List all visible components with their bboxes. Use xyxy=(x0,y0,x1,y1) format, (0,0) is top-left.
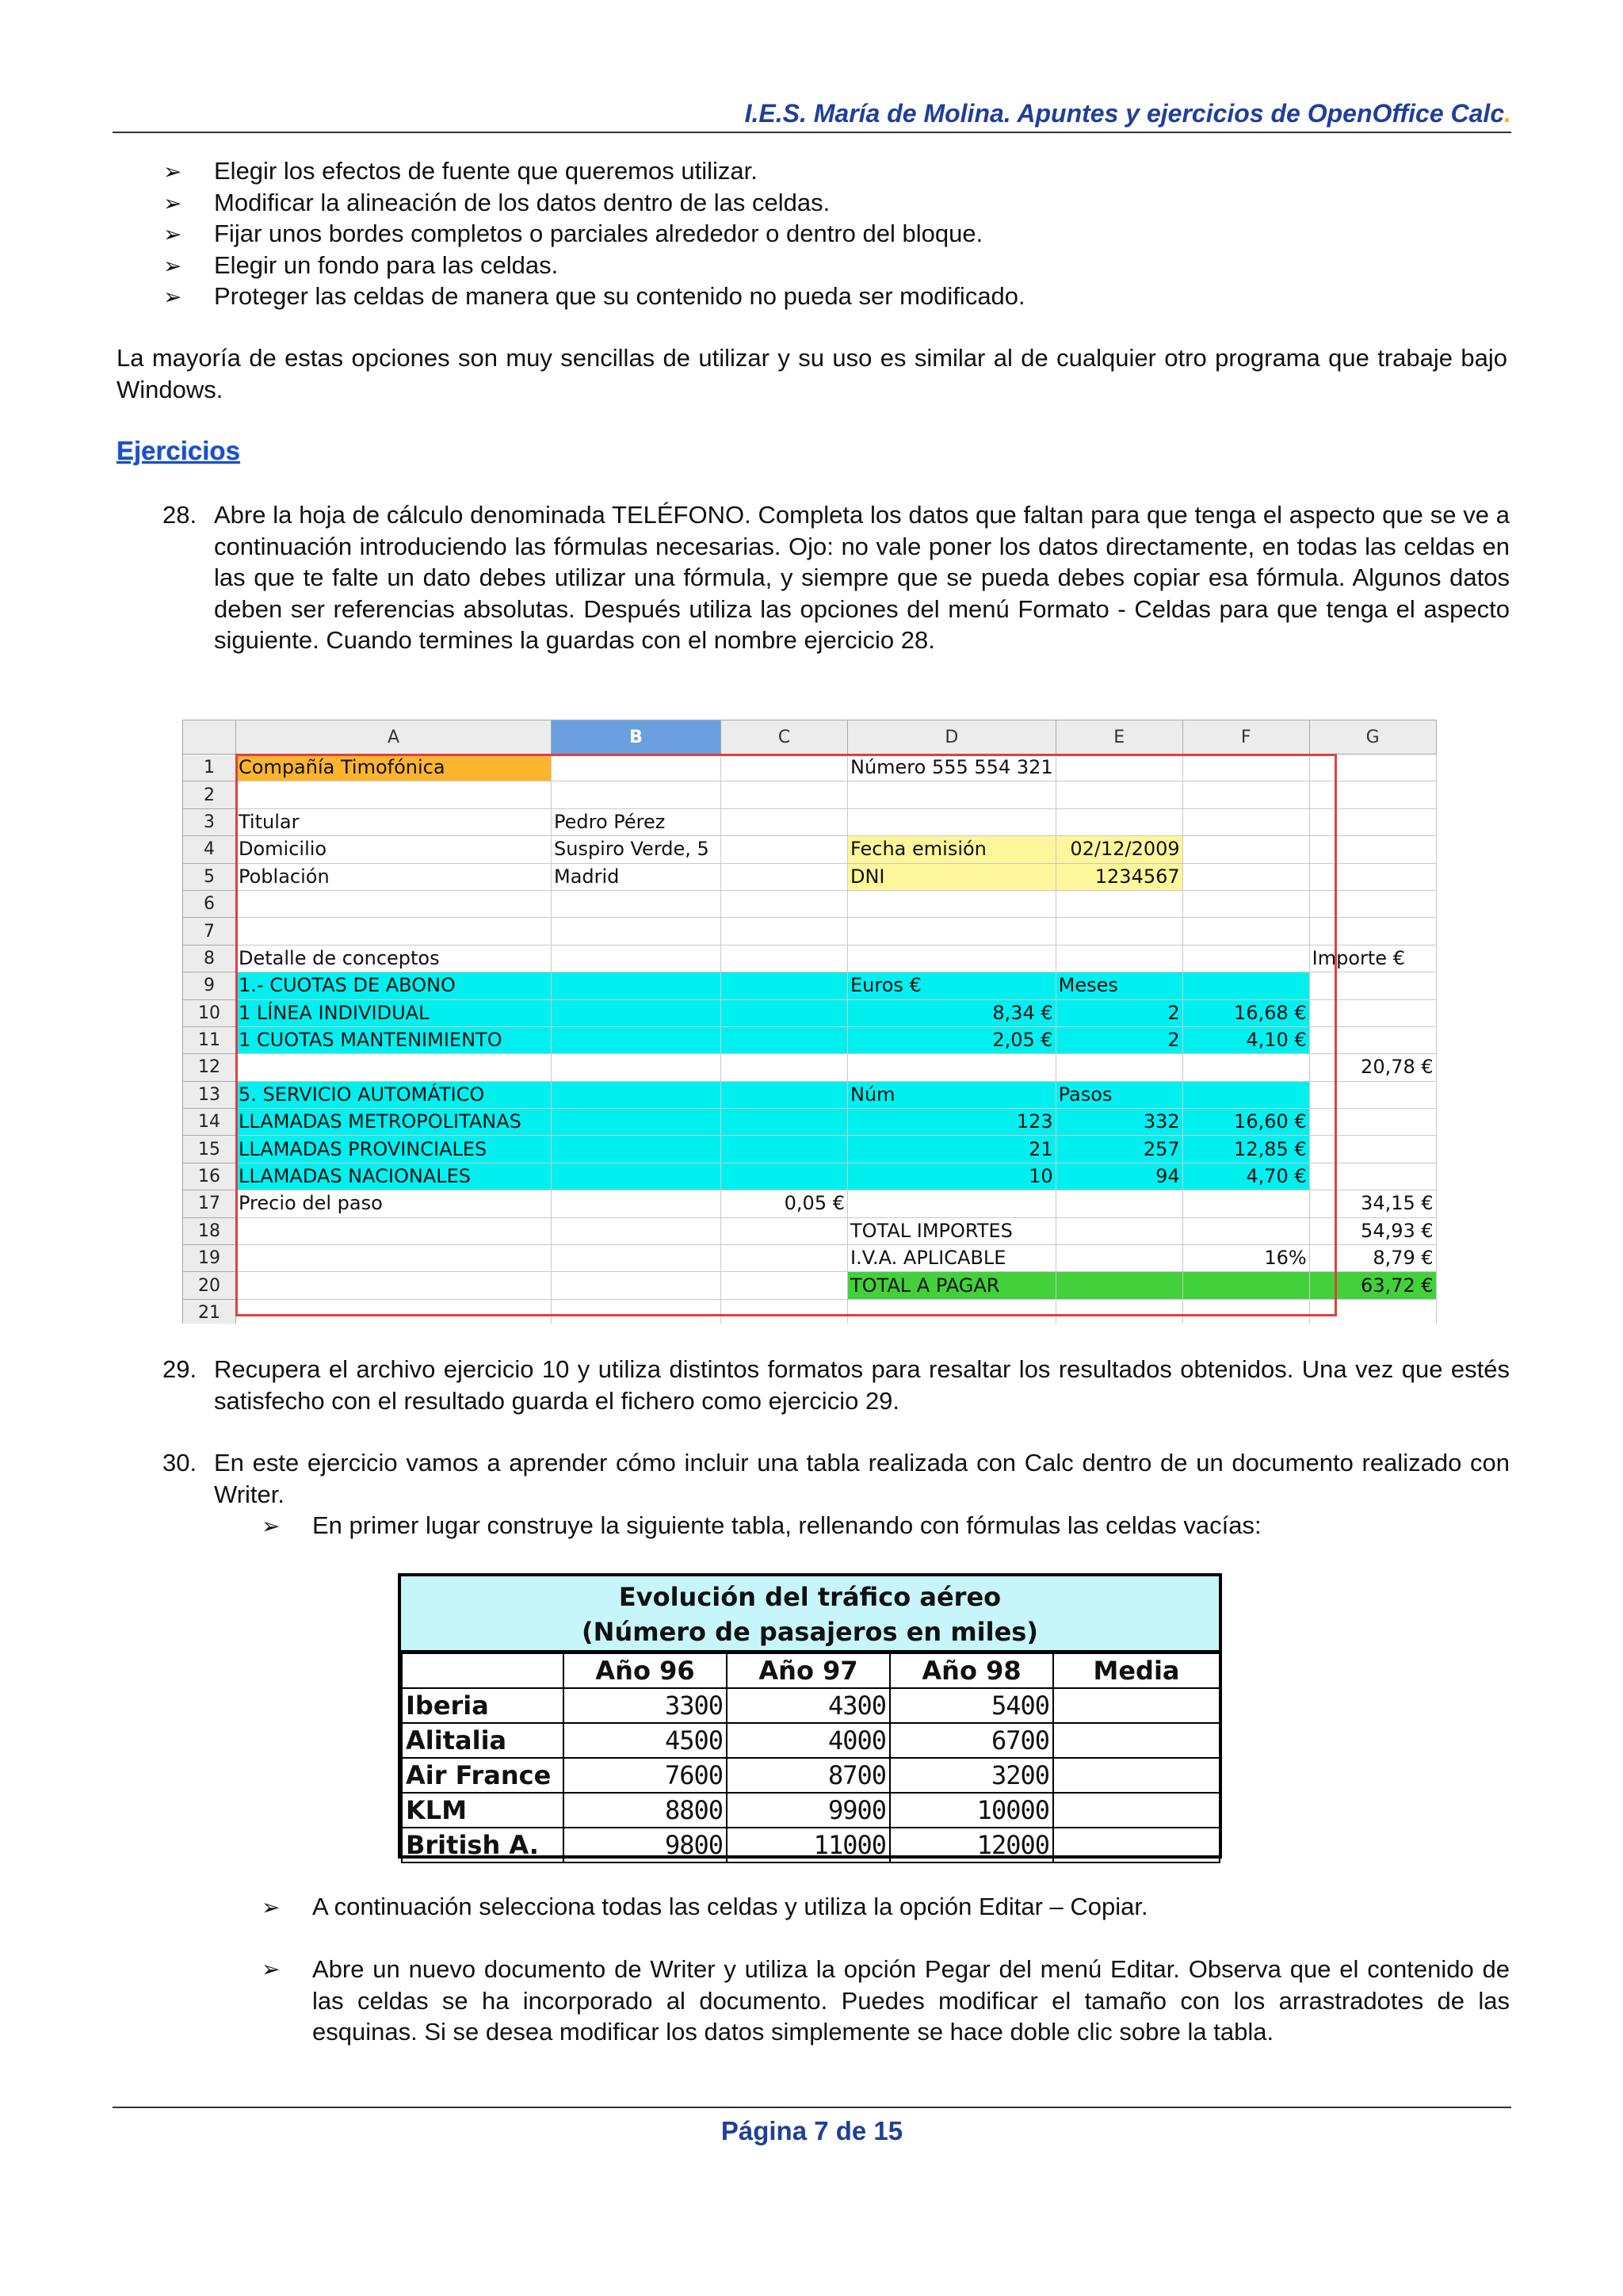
cell-b13[interactable] xyxy=(552,1081,721,1108)
cell-e15[interactable]: 257 xyxy=(1056,1136,1182,1163)
passenger-value: 9900 xyxy=(727,1793,890,1828)
cell-d9[interactable]: Euros € xyxy=(848,972,1056,999)
arrow-bullet-icon: ➢ xyxy=(262,1514,281,1538)
table-row xyxy=(183,755,1437,781)
cell-e18[interactable] xyxy=(1056,1217,1182,1244)
cell-f15[interactable]: 12,85 € xyxy=(1182,1136,1309,1163)
column-header-f[interactable]: F xyxy=(1182,720,1309,755)
cell-c6[interactable] xyxy=(721,890,848,917)
row-header[interactable]: 15 xyxy=(183,1136,236,1163)
cell-d7[interactable] xyxy=(848,918,1056,945)
column-header-a[interactable]: A xyxy=(236,720,552,755)
table-header-row xyxy=(402,1653,1220,1688)
cell-d10[interactable]: 8,34 € xyxy=(848,999,1056,1026)
cell-g16[interactable] xyxy=(1309,1163,1436,1190)
top-bullet-list xyxy=(163,155,1510,312)
cell-d17[interactable] xyxy=(848,1190,1056,1217)
row-header[interactable]: 21 xyxy=(183,1299,236,1324)
header-cell-empty xyxy=(402,1653,563,1688)
cell-b21[interactable] xyxy=(552,1299,721,1324)
table-title-line-2: (Número de pasajeros en miles) xyxy=(582,1617,1038,1647)
cell-a10[interactable]: 1 LÍNEA INDIVIDUAL xyxy=(236,999,552,1026)
cell-d8[interactable] xyxy=(848,945,1056,972)
cell-b18[interactable] xyxy=(552,1217,721,1244)
table-row xyxy=(183,918,1437,945)
passenger-value: 3200 xyxy=(890,1758,1053,1793)
cell-g19[interactable]: 8,79 € xyxy=(1309,1245,1436,1272)
table-row xyxy=(183,1190,1437,1217)
table-row xyxy=(183,1217,1437,1244)
passenger-value: 4500 xyxy=(563,1723,727,1758)
passenger-value: 11000 xyxy=(727,1828,890,1862)
arrow-bullet-icon: ➢ xyxy=(163,285,182,309)
cell-f6[interactable] xyxy=(1182,890,1309,917)
exercise-text: Abre la hoja de cálculo denominada TELÉFONO. Completa los datos que faltan para que tenga el aspecto que se ve a continuación introduciendo las fórmulas necesarias. Ojo: no vale poner los datos directamente, en todas las celdas en las que te falte un dato debes utilizar una fórmula, y siempre que se pueda debes copiar esa fórmula. Algunos datos deben ser referencias absolutas. Después utiliza las opciones del menú Formato - Celdas para que tenga el aspecto siguiente. Cuando termines la guardas con el nombre ejercicio 28. xyxy=(214,501,1510,654)
exercise-number: 28. xyxy=(162,501,197,529)
list-item xyxy=(163,281,1510,312)
row-header[interactable]: 18 xyxy=(183,1217,236,1244)
spreadsheet-screenshot xyxy=(182,720,1441,1324)
row-header[interactable]: 7 xyxy=(183,918,236,945)
cell-e1[interactable] xyxy=(1056,755,1182,781)
cell-c15[interactable] xyxy=(721,1136,848,1163)
cell-d15[interactable]: 21 xyxy=(848,1136,1056,1163)
cell-e8[interactable] xyxy=(1056,945,1182,972)
cell-c18[interactable] xyxy=(721,1217,848,1244)
media-value xyxy=(1053,1758,1220,1793)
list-item xyxy=(163,187,1510,219)
cell-e5[interactable]: 1234567 xyxy=(1056,863,1182,890)
list-item-text: Abre un nuevo documento de Writer y utiliza la opción Pegar del menú Editar. Observa que el contenido de las celdas se ha incorporado al documento. Puedes modificar el tamaño con los arrastradotes de las esquinas. Si se desea modificar los datos simplemente se hace doble clic sobre la tabla. xyxy=(312,1955,1510,2046)
cell-f21[interactable] xyxy=(1182,1299,1309,1324)
cell-b6[interactable] xyxy=(552,890,721,917)
section-title-ejercicios[interactable]: Ejercicios xyxy=(116,436,240,465)
sub-bullet-paste xyxy=(262,1954,1510,2048)
arrow-bullet-icon: ➢ xyxy=(163,222,182,246)
passenger-value: 4000 xyxy=(727,1723,890,1758)
cell-a3[interactable]: Titular xyxy=(236,808,552,835)
cell-f14[interactable]: 16,60 € xyxy=(1182,1109,1309,1136)
cell-b8[interactable] xyxy=(552,945,721,972)
arrow-bullet-icon: ➢ xyxy=(163,253,182,278)
cell-f19[interactable]: 16% xyxy=(1182,1245,1309,1272)
cell-g4[interactable] xyxy=(1309,836,1436,863)
row-header[interactable]: 6 xyxy=(183,890,236,917)
column-header-b[interactable]: B xyxy=(552,720,721,755)
cell-a15[interactable]: LLAMADAS PROVINCIALES xyxy=(236,1136,552,1163)
cell-a6[interactable] xyxy=(236,890,552,917)
cell-d2[interactable] xyxy=(848,781,1056,808)
header-cell-ano96: Año 96 xyxy=(563,1653,727,1688)
list-item-text: En primer lugar construye la siguiente tabla, rellenando con fórmulas las celdas vacías: xyxy=(312,1511,1262,1539)
column-header-row xyxy=(183,720,1437,755)
cell-c9[interactable] xyxy=(721,972,848,999)
cell-d1[interactable]: Número 555 554 321 xyxy=(848,755,1056,781)
cell-e9[interactable]: Meses xyxy=(1056,972,1182,999)
cell-b7[interactable] xyxy=(552,918,721,945)
exercise-28 xyxy=(162,499,1510,656)
cell-a2[interactable] xyxy=(236,781,552,808)
cell-c1[interactable] xyxy=(721,755,848,781)
cell-e7[interactable] xyxy=(1056,918,1182,945)
exercise-30 xyxy=(162,1447,1510,1510)
cell-b1[interactable] xyxy=(552,755,721,781)
arrow-bullet-icon: ➢ xyxy=(163,190,182,216)
cell-e6[interactable] xyxy=(1056,890,1182,917)
cell-g3[interactable] xyxy=(1309,808,1436,835)
cell-e3[interactable] xyxy=(1056,808,1182,835)
table-row xyxy=(183,1109,1437,1136)
cell-c16[interactable] xyxy=(721,1163,848,1190)
cell-g6[interactable] xyxy=(1309,890,1436,917)
cell-f10[interactable]: 16,68 € xyxy=(1182,999,1309,1026)
cell-c21[interactable] xyxy=(721,1299,848,1324)
cell-c8[interactable] xyxy=(721,945,848,972)
cell-g1[interactable] xyxy=(1309,755,1436,781)
passenger-value: 7600 xyxy=(563,1758,727,1793)
intro-paragraph: La mayoría de estas opciones son muy sencillas de utilizar y su uso es similar al de cualquier otro programa que trabaje bajo Windows. xyxy=(116,344,1507,403)
cell-c17[interactable]: 0,05 € xyxy=(721,1190,848,1217)
cell-f2[interactable] xyxy=(1182,781,1309,808)
cell-e2[interactable] xyxy=(1056,781,1182,808)
cell-f8[interactable] xyxy=(1182,945,1309,972)
cell-a14[interactable]: LLAMADAS METROPOLITANAS xyxy=(236,1109,552,1136)
table-title xyxy=(401,1576,1219,1652)
header-cell-media: Media xyxy=(1053,1653,1220,1688)
cell-b5[interactable]: Madrid xyxy=(552,863,721,890)
cell-e12[interactable] xyxy=(1056,1054,1182,1081)
cell-a4[interactable]: Domicilio xyxy=(236,836,552,863)
header-cell-ano98: Año 98 xyxy=(890,1653,1053,1688)
column-header-g[interactable]: G xyxy=(1309,720,1436,755)
row-header[interactable]: 10 xyxy=(183,999,236,1026)
list-item-text: Modificar la alineación de los datos dentro de las celdas. xyxy=(214,188,831,216)
row-header[interactable]: 4 xyxy=(183,836,236,863)
row-header[interactable]: 20 xyxy=(183,1272,236,1299)
table-row xyxy=(183,781,1437,808)
cell-f11[interactable]: 4,10 € xyxy=(1182,1026,1309,1053)
cell-e19[interactable] xyxy=(1056,1245,1182,1272)
cell-a7[interactable] xyxy=(236,918,552,945)
cell-a17[interactable]: Precio del paso xyxy=(236,1190,552,1217)
cell-g13[interactable] xyxy=(1309,1081,1436,1108)
column-header-d[interactable]: D xyxy=(848,720,1056,755)
cell-c19[interactable] xyxy=(721,1245,848,1272)
airline-name: British A. xyxy=(402,1828,563,1862)
cell-d16[interactable]: 10 xyxy=(848,1163,1056,1190)
table-row xyxy=(402,1723,1220,1758)
table-row xyxy=(402,1793,1220,1828)
exercise-text: Recupera el archivo ejercicio 10 y utiliza distintos formatos para resaltar los resultados obtenidos. Una vez que estés satisfecho con el resultado guarda el fichero como ejercicio 29. xyxy=(214,1355,1510,1415)
cell-a19[interactable] xyxy=(236,1245,552,1272)
column-header-c[interactable]: C xyxy=(721,720,848,755)
row-header[interactable]: 16 xyxy=(183,1163,236,1190)
cell-c13[interactable] xyxy=(721,1081,848,1108)
table-row xyxy=(183,1054,1437,1081)
cell-b10[interactable] xyxy=(552,999,721,1026)
cell-e16[interactable]: 94 xyxy=(1056,1163,1182,1190)
cell-d13[interactable]: Núm xyxy=(848,1081,1056,1108)
table-row xyxy=(183,999,1437,1026)
table-row xyxy=(183,945,1437,972)
corner-cell[interactable] xyxy=(183,720,236,755)
cell-f17[interactable] xyxy=(1182,1190,1309,1217)
header-dot: . xyxy=(1504,99,1511,128)
cell-b19[interactable] xyxy=(552,1245,721,1272)
cell-d19[interactable]: I.V.A. APLICABLE xyxy=(848,1245,1056,1272)
sub-bullet-copy xyxy=(262,1891,1510,1923)
cell-f1[interactable] xyxy=(1182,755,1309,781)
cell-b11[interactable] xyxy=(552,1026,721,1053)
cell-e11[interactable]: 2 xyxy=(1056,1026,1182,1053)
passenger-value: 8800 xyxy=(563,1793,727,1828)
cell-g11[interactable] xyxy=(1309,1026,1436,1053)
passenger-value: 12000 xyxy=(890,1828,1053,1862)
table-row xyxy=(183,1136,1437,1163)
cell-a9[interactable]: 1.- CUOTAS DE ABONO xyxy=(236,972,552,999)
passenger-value: 8700 xyxy=(727,1758,890,1793)
cell-g15[interactable] xyxy=(1309,1136,1436,1163)
cell-c7[interactable] xyxy=(721,918,848,945)
media-value xyxy=(1053,1723,1220,1758)
cell-e14[interactable]: 332 xyxy=(1056,1109,1182,1136)
list-item-text: Elegir los efectos de fuente que queremos utilizar. xyxy=(214,157,758,185)
passenger-value: 4300 xyxy=(727,1688,890,1723)
cell-b16[interactable] xyxy=(552,1163,721,1190)
cell-f20[interactable] xyxy=(1182,1272,1309,1299)
cell-f18[interactable] xyxy=(1182,1217,1309,1244)
cell-f12[interactable] xyxy=(1182,1054,1309,1081)
cell-g21[interactable] xyxy=(1309,1299,1436,1324)
table-row xyxy=(183,808,1437,835)
cell-c14[interactable] xyxy=(721,1109,848,1136)
airline-name: Air France xyxy=(402,1758,563,1793)
cell-a5[interactable]: Población xyxy=(236,863,552,890)
row-header[interactable]: 11 xyxy=(183,1026,236,1053)
cell-a11[interactable]: 1 CUOTAS MANTENIMIENTO xyxy=(236,1026,552,1053)
cell-d14[interactable]: 123 xyxy=(848,1109,1056,1136)
cell-d21[interactable] xyxy=(848,1299,1056,1324)
list-item-text: Elegir un fondo para las celdas. xyxy=(214,250,559,279)
cell-f16[interactable]: 4,70 € xyxy=(1182,1163,1309,1190)
column-header-e[interactable]: E xyxy=(1056,720,1182,755)
cell-a12[interactable] xyxy=(236,1054,552,1081)
header-cell-ano97: Año 97 xyxy=(727,1653,890,1688)
page-header xyxy=(113,94,1511,133)
cell-e20[interactable] xyxy=(1056,1272,1182,1299)
cell-a21[interactable] xyxy=(236,1299,552,1324)
cell-b3[interactable]: Pedro Pérez xyxy=(552,808,721,835)
cell-b12[interactable] xyxy=(552,1054,721,1081)
cell-d18[interactable]: TOTAL IMPORTES xyxy=(848,1217,1056,1244)
table-row xyxy=(183,972,1437,999)
passenger-value: 10000 xyxy=(890,1793,1053,1828)
media-value xyxy=(1053,1828,1220,1862)
row-header[interactable]: 17 xyxy=(183,1190,236,1217)
row-header[interactable]: 14 xyxy=(183,1109,236,1136)
cell-a8[interactable]: Detalle de conceptos xyxy=(236,945,552,972)
cell-d6[interactable] xyxy=(848,890,1056,917)
row-header[interactable]: 9 xyxy=(183,972,236,999)
exercise-text: En este ejercicio vamos a aprender cómo incluir una tabla realizada con Calc dentro de un documento realizado con Writer. xyxy=(214,1449,1510,1508)
cell-f9[interactable] xyxy=(1182,972,1309,999)
page-footer xyxy=(113,2107,1511,2146)
exercise-29 xyxy=(162,1354,1510,1416)
cell-f7[interactable] xyxy=(1182,918,1309,945)
page-number: Página 7 de 15 xyxy=(720,2116,903,2145)
cell-b15[interactable] xyxy=(552,1136,721,1163)
header-title: I.E.S. María de Molina. Apuntes y ejercicios de OpenOffice Calc xyxy=(744,99,1505,128)
cell-e10[interactable]: 2 xyxy=(1056,999,1182,1026)
cell-b9[interactable] xyxy=(552,972,721,999)
cell-b2[interactable] xyxy=(552,781,721,808)
row-header[interactable]: 8 xyxy=(183,945,236,972)
cell-g18[interactable]: 54,93 € xyxy=(1309,1217,1436,1244)
row-header[interactable]: 3 xyxy=(183,808,236,835)
cell-a16[interactable]: LLAMADAS NACIONALES xyxy=(236,1163,552,1190)
table-title-line-1: Evolución del tráfico aéreo xyxy=(618,1582,1002,1612)
cell-d3[interactable] xyxy=(848,808,1056,835)
exercise-number: 30. xyxy=(162,1449,197,1477)
cell-e21[interactable] xyxy=(1056,1299,1182,1324)
cell-g9[interactable] xyxy=(1309,972,1436,999)
cell-b14[interactable] xyxy=(552,1109,721,1136)
cell-c4[interactable] xyxy=(721,836,848,863)
arrow-bullet-icon: ➢ xyxy=(262,1957,281,1981)
row-header[interactable]: 13 xyxy=(183,1081,236,1108)
table-row xyxy=(183,1299,1437,1324)
cell-e13[interactable]: Pasos xyxy=(1056,1081,1182,1108)
cell-g14[interactable] xyxy=(1309,1109,1436,1136)
row-header[interactable]: 12 xyxy=(183,1054,236,1081)
cell-c10[interactable] xyxy=(721,999,848,1026)
cell-g8[interactable]: Importe € xyxy=(1309,945,1436,972)
airline-name: Alitalia xyxy=(402,1723,563,1758)
row-header[interactable]: 5 xyxy=(183,863,236,890)
table-row xyxy=(402,1758,1220,1793)
cell-c3[interactable] xyxy=(721,808,848,835)
airline-name: Iberia xyxy=(402,1688,563,1723)
arrow-bullet-icon: ➢ xyxy=(262,1895,281,1920)
row-header[interactable]: 2 xyxy=(183,781,236,808)
cell-f3[interactable] xyxy=(1182,808,1309,835)
cell-e17[interactable] xyxy=(1056,1190,1182,1217)
table-row xyxy=(183,836,1437,863)
air-traffic-table xyxy=(398,1573,1222,1859)
cell-d11[interactable]: 2,05 € xyxy=(848,1026,1056,1053)
cell-g12[interactable]: 20,78 € xyxy=(1309,1054,1436,1081)
cell-c12[interactable] xyxy=(721,1054,848,1081)
passenger-value: 3300 xyxy=(563,1688,727,1723)
table-row xyxy=(183,863,1437,890)
table-row xyxy=(183,1272,1437,1299)
sub-bullet-construct-table xyxy=(262,1510,1510,1541)
row-header[interactable]: 19 xyxy=(183,1245,236,1272)
passenger-value: 6700 xyxy=(890,1723,1053,1758)
cell-d4[interactable]: Fecha emisión xyxy=(848,836,1056,863)
cell-a20[interactable] xyxy=(236,1272,552,1299)
table-row xyxy=(183,1245,1437,1272)
arrow-bullet-icon: ➢ xyxy=(163,159,182,184)
table-row xyxy=(402,1688,1220,1723)
cell-c5[interactable] xyxy=(721,863,848,890)
cell-g20[interactable]: 63,72 € xyxy=(1309,1272,1436,1299)
list-item-text: Proteger las celdas de manera que su contenido no pueda ser modificado. xyxy=(214,282,1025,310)
table-row xyxy=(183,890,1437,917)
table-row xyxy=(183,1163,1437,1190)
list-item xyxy=(163,155,1510,187)
cell-b17[interactable] xyxy=(552,1190,721,1217)
cell-e4[interactable]: 02/12/2009 xyxy=(1056,836,1182,863)
cell-b4[interactable]: Suspiro Verde, 5 xyxy=(552,836,721,863)
table-row xyxy=(183,1026,1437,1053)
cell-d12[interactable] xyxy=(848,1054,1056,1081)
cell-g7[interactable] xyxy=(1309,918,1436,945)
media-value xyxy=(1053,1793,1220,1828)
cell-g5[interactable] xyxy=(1309,863,1436,890)
row-header[interactable]: 1 xyxy=(183,755,236,781)
cell-c20[interactable] xyxy=(721,1272,848,1299)
cell-f4[interactable] xyxy=(1182,836,1309,863)
exercise-number: 29. xyxy=(162,1355,197,1383)
passenger-value: 9800 xyxy=(563,1828,727,1862)
table-row xyxy=(402,1828,1220,1862)
cell-a18[interactable] xyxy=(236,1217,552,1244)
list-item xyxy=(163,250,1510,281)
cell-g17[interactable]: 34,15 € xyxy=(1309,1190,1436,1217)
cell-f5[interactable] xyxy=(1182,863,1309,890)
cell-b20[interactable] xyxy=(552,1272,721,1299)
list-item-text: A continuación selecciona todas las celdas y utiliza la opción Editar – Copiar. xyxy=(312,1893,1148,1920)
passenger-value: 5400 xyxy=(890,1688,1053,1723)
cell-f13[interactable] xyxy=(1182,1081,1309,1108)
airline-name: KLM xyxy=(402,1793,563,1828)
cell-c11[interactable] xyxy=(721,1026,848,1053)
cell-a1[interactable]: Compañía Timofónica xyxy=(236,755,552,781)
cell-a13[interactable]: 5. SERVICIO AUTOMÁTICO xyxy=(236,1081,552,1108)
cell-c2[interactable] xyxy=(721,781,848,808)
media-value xyxy=(1053,1688,1220,1723)
cell-g10[interactable] xyxy=(1309,999,1436,1026)
table-row xyxy=(183,1081,1437,1108)
cell-d20[interactable]: TOTAL A PAGAR xyxy=(848,1272,1056,1299)
list-item-text: Fijar unos bordes completos o parciales alrededor o dentro del bloque. xyxy=(214,220,983,247)
list-item xyxy=(163,218,1510,250)
cell-g2[interactable] xyxy=(1309,781,1436,808)
cell-d5[interactable]: DNI xyxy=(848,863,1056,890)
